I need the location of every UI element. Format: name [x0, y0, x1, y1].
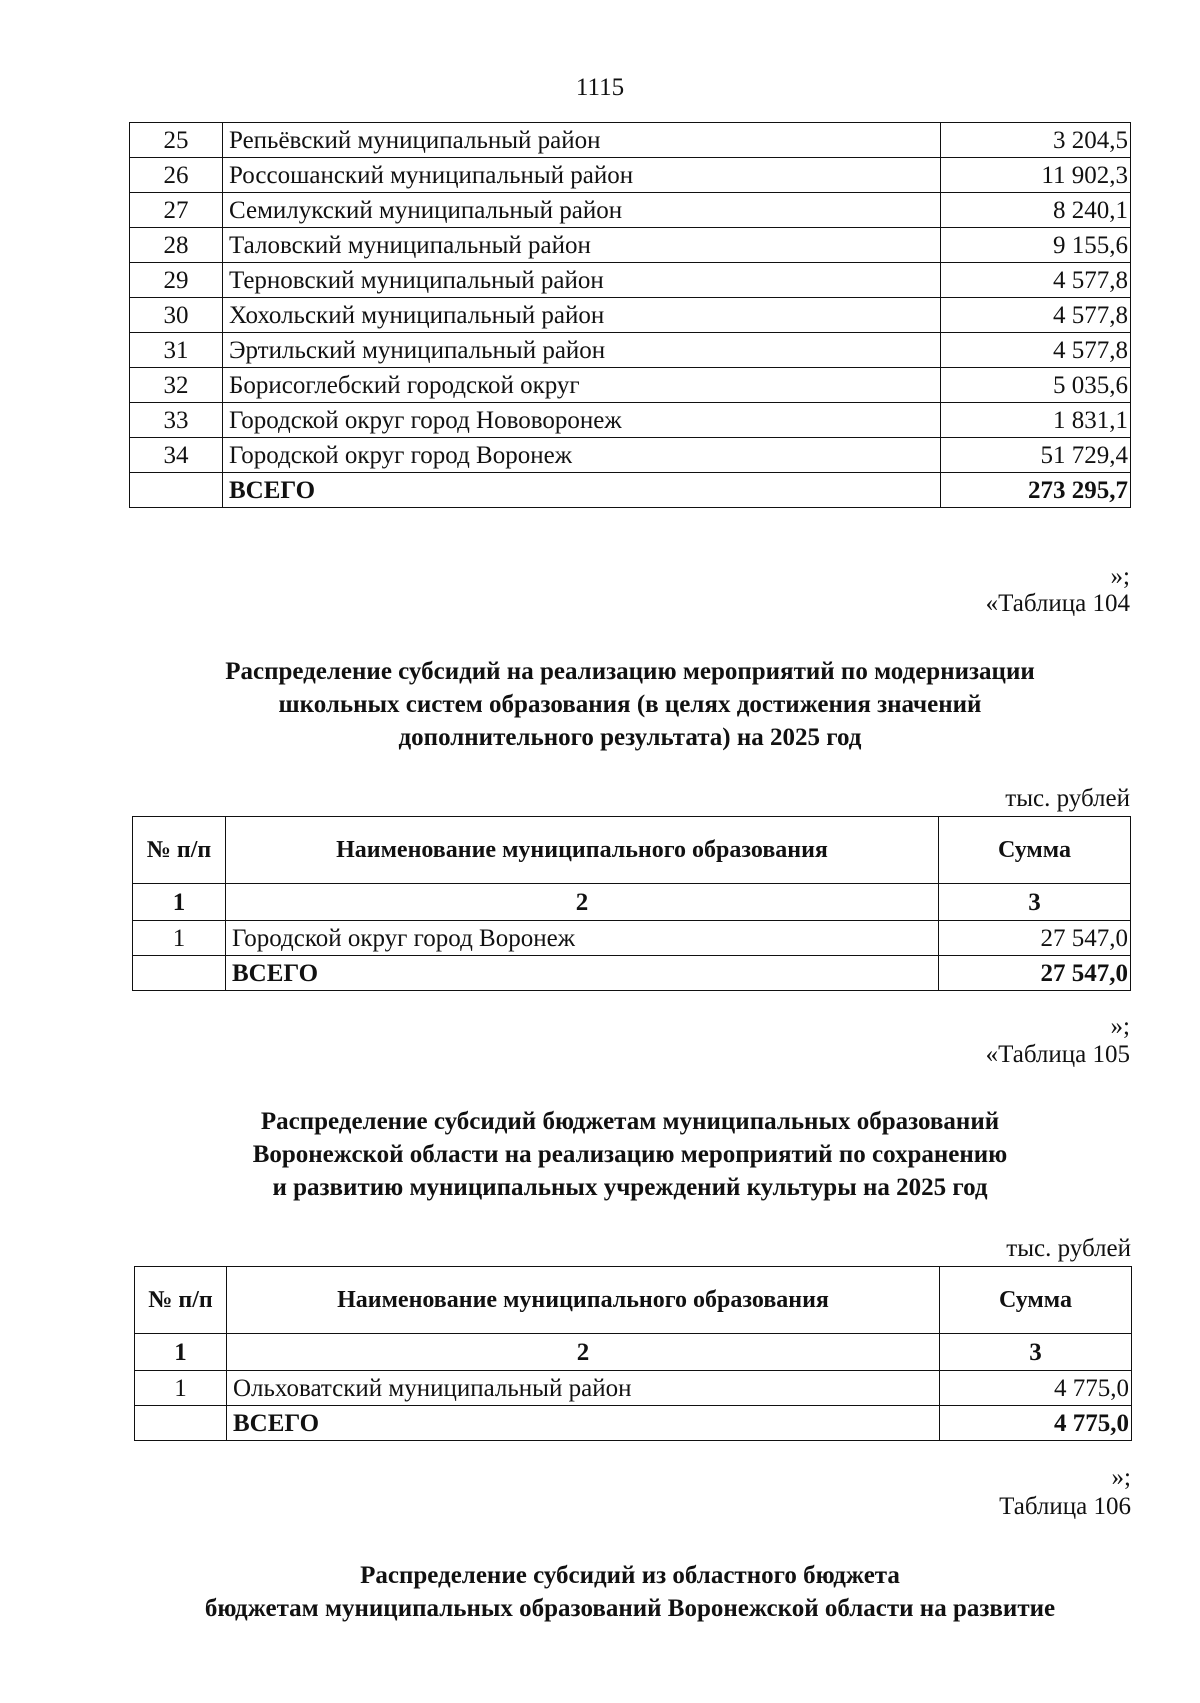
table-104-units: тыс. рублей: [1005, 785, 1130, 812]
row-sum: 4 577,8: [941, 263, 1131, 298]
table-row: [133, 921, 1131, 956]
header-sum: Сумма: [939, 817, 1131, 884]
row-sum: 51 729,4: [941, 438, 1131, 473]
row-name: Борисоглебский городской округ: [223, 368, 941, 403]
total-sum: 27 547,0: [939, 956, 1131, 991]
row-number: 30: [130, 298, 223, 333]
row-number: 28: [130, 228, 223, 263]
row-number: 33: [130, 403, 223, 438]
row-name: Россошанский муниципальный район: [223, 158, 941, 193]
row-name: Семилукский муниципальный район: [223, 193, 941, 228]
total-sum: 4 775,0: [940, 1406, 1132, 1441]
table-row: [130, 228, 1131, 263]
table-104: [132, 816, 1131, 991]
col-number: 2: [226, 884, 939, 921]
table-105-units: тыс. рублей: [1006, 1235, 1131, 1262]
table-104-title-line: Распределение субсидий на реализацию мероприятий по модернизации: [225, 658, 1035, 685]
row-number: 31: [130, 333, 223, 368]
row-number: 32: [130, 368, 223, 403]
table-row: [130, 123, 1131, 158]
header-num: № п/п: [135, 1267, 227, 1334]
table-row: [130, 298, 1131, 333]
table-row: [135, 1371, 1132, 1406]
table-104-title-line: дополнительного результата) на 2025 год: [398, 724, 862, 751]
table-row: [130, 263, 1131, 298]
row-sum: 4 577,8: [941, 298, 1131, 333]
table-106-title-line: бюджетам муниципальных образований Воронежской области на развитие: [204, 1595, 1056, 1622]
table-104-title-line: школьных систем образования (в целях достижения значений: [278, 691, 982, 718]
row-name: Хохольский муниципальный район: [223, 298, 941, 333]
table-row: [130, 438, 1131, 473]
row-sum: 4 577,8: [941, 333, 1131, 368]
table-106-title-line: Распределение субсидий из областного бюджета: [360, 1562, 900, 1589]
col-number: 3: [940, 1334, 1132, 1371]
row-sum: 4 775,0: [940, 1371, 1132, 1406]
table-104-caption: «Таблица 104: [985, 590, 1130, 617]
table-row: [130, 368, 1131, 403]
total-row: [133, 956, 1131, 991]
total-empty: [133, 956, 226, 991]
col-number: 2: [227, 1334, 940, 1371]
page-number: 1115: [575, 74, 625, 101]
col-number: 1: [133, 884, 226, 921]
table-header-row: [135, 1267, 1132, 1334]
table-105-title-line: Распределение субсидий бюджетам муниципальных образований: [260, 1108, 1000, 1135]
table-106-caption: Таблица 106: [999, 1493, 1131, 1520]
header-num: № п/п: [133, 817, 226, 884]
table-106-title: [0, 1559, 1200, 1625]
row-number: 1: [133, 921, 226, 956]
row-number: 1: [135, 1371, 227, 1406]
table-105: [134, 1266, 1132, 1441]
row-sum: 3 204,5: [941, 123, 1131, 158]
row-name: Городской округ город Воронеж: [223, 438, 941, 473]
table-row: [130, 193, 1131, 228]
header-sum: Сумма: [940, 1267, 1132, 1334]
table-104-title: [0, 655, 1200, 754]
row-name: Репьёвский муниципальный район: [223, 123, 941, 158]
col-number: 3: [939, 884, 1131, 921]
col-number: 1: [135, 1334, 227, 1371]
closing-mark-104: »;: [1110, 1013, 1130, 1040]
total-label: ВСЕГО: [226, 956, 939, 991]
row-name: Таловский муниципальный район: [223, 228, 941, 263]
row-name: Городской округ город Воронеж: [226, 921, 939, 956]
row-name: Ольховатский муниципальный район: [227, 1371, 940, 1406]
row-number: 27: [130, 193, 223, 228]
table-row: [130, 403, 1131, 438]
table-105-title-line: и развитию муниципальных учреждений культуры на 2025 год: [272, 1174, 988, 1201]
total-empty: [130, 473, 223, 508]
column-numbers-row: [133, 884, 1131, 921]
row-sum: 5 035,6: [941, 368, 1131, 403]
column-numbers-row: [135, 1334, 1132, 1371]
table-105-title-line: Воронежской области на реализацию мероприятий по сохранению: [252, 1141, 1008, 1168]
row-name: Эртильский муниципальный район: [223, 333, 941, 368]
header-name: Наименование муниципального образования: [227, 1267, 940, 1334]
table-row: [130, 333, 1131, 368]
closing-mark-105: »;: [1111, 1464, 1131, 1491]
header-name: Наименование муниципального образования: [226, 817, 939, 884]
total-label: ВСЕГО: [223, 473, 941, 508]
total-empty: [135, 1406, 227, 1441]
total-row: [135, 1406, 1132, 1441]
table-103-continuation: [129, 122, 1131, 508]
table-header-row: [133, 817, 1131, 884]
row-number: 26: [130, 158, 223, 193]
row-sum: 11 902,3: [941, 158, 1131, 193]
row-name: Терновский муниципальный район: [223, 263, 941, 298]
table-105-title: [0, 1105, 1200, 1204]
row-number: 29: [130, 263, 223, 298]
table-row: [130, 158, 1131, 193]
row-sum: 27 547,0: [939, 921, 1131, 956]
total-label: ВСЕГО: [227, 1406, 940, 1441]
row-sum: 9 155,6: [941, 228, 1131, 263]
closing-mark-103: »;: [1110, 563, 1130, 590]
table-105-caption: «Таблица 105: [985, 1041, 1130, 1068]
total-sum: 273 295,7: [941, 473, 1131, 508]
total-row: [130, 473, 1131, 508]
row-number: 34: [130, 438, 223, 473]
row-number: 25: [130, 123, 223, 158]
row-sum: 1 831,1: [941, 403, 1131, 438]
row-name: Городской округ город Нововоронеж: [223, 403, 941, 438]
row-sum: 8 240,1: [941, 193, 1131, 228]
